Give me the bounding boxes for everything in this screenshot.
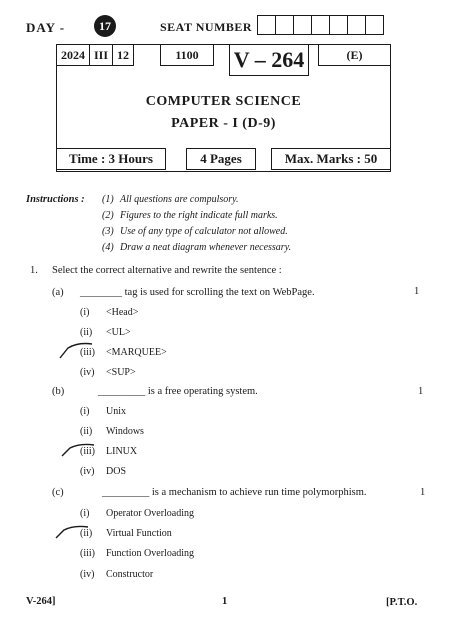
day-label: DAY - — [26, 20, 66, 35]
part-text: ________ tag is used for scrolling the text on WebPage. — [80, 287, 315, 298]
footer-paper-code: V-264] — [26, 596, 56, 607]
page-number: 1 — [222, 596, 228, 607]
exam-session-box — [56, 44, 134, 66]
paper-code-box: V – 264 — [229, 44, 309, 76]
part-marks: 1 — [418, 386, 424, 397]
seat-digit-box — [294, 15, 312, 35]
instructions-label: Instructions : — [26, 194, 85, 205]
option-item: (ii) <UL> — [80, 327, 131, 338]
part-label: (a) — [52, 287, 64, 298]
seat-number-boxes — [257, 15, 384, 35]
instruction-item: (4) Draw a neat diagram whenever necessary. — [102, 242, 292, 253]
option-item: (iv) Constructor — [80, 569, 154, 580]
seat-digit-box — [348, 15, 366, 35]
option-item: (iv) <SUP> — [80, 367, 136, 378]
option-item: (i) Unix — [80, 406, 126, 417]
option-item: (iv) DOS — [80, 466, 127, 477]
instruction-item: (1) All questions are compulsory. — [102, 194, 239, 205]
time-code-box: 1100 — [160, 44, 214, 66]
language-box: (E) — [318, 44, 391, 66]
part-label: (b) — [52, 386, 65, 397]
seat-digit-box — [276, 15, 294, 35]
option-item: (iii) LINUX — [80, 446, 138, 457]
seat-digit-box — [257, 15, 276, 35]
option-item: (i) Operator Overloading — [80, 508, 195, 519]
handwritten-tick-mark — [60, 440, 100, 460]
paper-title: PAPER - I (D-9) — [171, 116, 276, 131]
option-item: (iii) <MARQUEE> — [80, 347, 167, 358]
part-text: _________ is a mechanism to achieve run time polymorphism. — [102, 487, 367, 498]
pto-label: [P.T.O. — [386, 597, 418, 608]
part-text: _________ is a free operating system. — [98, 386, 258, 397]
option-item: (iii) Function Overloading — [80, 548, 195, 559]
question-number: 1. — [30, 265, 38, 276]
instruction-item: (3) Use of any type of calculator not allowed. — [102, 226, 288, 237]
time-box: Time : 3 Hours — [56, 148, 166, 170]
instruction-item: (2) Figures to the right indicate full marks. — [102, 210, 278, 221]
max-marks-box: Max. Marks : 50 — [271, 148, 391, 170]
part-label: (c) — [52, 487, 64, 498]
seat-digit-box — [312, 15, 330, 35]
option-item: (ii) Windows — [80, 426, 144, 437]
option-item: (ii) Virtual Function — [80, 528, 172, 539]
seat-number-label: SEAT NUMBER — [160, 20, 253, 34]
seat-digit-box — [366, 15, 384, 35]
seat-digit-box — [330, 15, 348, 35]
part-marks: 1 — [414, 286, 420, 297]
pages-box: 4 Pages — [186, 148, 256, 170]
handwritten-tick-mark — [54, 522, 94, 542]
day-number-badge: 17 — [94, 15, 116, 37]
subject-title: COMPUTER SCIENCE — [145, 94, 302, 109]
exam-term: III — [90, 45, 113, 65]
handwritten-tick-mark — [58, 340, 98, 362]
exam-year: 2024 — [57, 45, 90, 65]
question-text: Select the correct alternative and rewrite the sentence : — [52, 265, 282, 276]
option-item: (i) <Head> — [80, 307, 139, 318]
exam-month: 12 — [117, 47, 130, 62]
part-marks: 1 — [420, 487, 426, 498]
